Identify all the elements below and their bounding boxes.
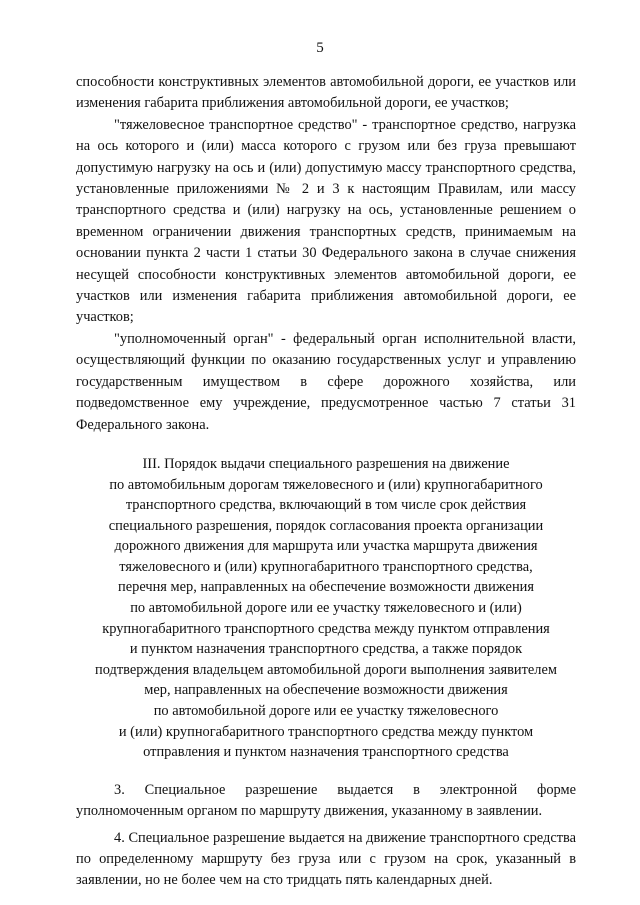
document-body xyxy=(76,72,576,892)
page-number: 5 xyxy=(316,40,324,56)
paragraph-authorized-body-definition: "уполномоченный орган" - федеральный орган исполнительной власти, осуществляющий функции по оказанию государственных услуг и управлению государственным имуществом в сфере дорожного хозяйства, или подведомственное ему учреждение, предусмотренное частью 7 статьи 31 Федерального закона. xyxy=(76,330,576,433)
heading-line: отправления и пунктом назначения транспортного средства xyxy=(143,744,509,761)
section-heading xyxy=(82,454,570,763)
heading-line: III. Порядок выдачи специального разрешения на движение xyxy=(142,455,510,472)
heading-line: крупногабаритного транспортного средства между пунктом отправления xyxy=(102,620,550,637)
paragraph-item-4: 4. Специальное разрешение выдается на движение транспортного средства по определенному маршруту без груза или с грузом на срок, указанный в заявлении, но не более чем на сто тридцать пять календарных дней. xyxy=(76,829,576,889)
paragraph-item-3: 3. Специальное разрешение выдается в электронной форме уполномоченным органом по маршруту движения, указанному в заявлении. xyxy=(76,781,576,820)
heading-line: специального разрешения, порядок согласования проекта организации xyxy=(108,517,544,534)
heading-line: тяжеловесного и (или) крупногабаритного транспортного средства, xyxy=(119,558,533,575)
heading-line: подтверждения владельцем автомобильной дороги выполнения заявителем xyxy=(95,661,557,678)
heading-line: и пунктом назначения транспортного средства, а также порядок xyxy=(129,641,523,658)
heading-line: транспортного средства, включающий в том числе срок действия xyxy=(125,497,527,514)
paragraph-heavy-vehicle-definition: "тяжеловесное транспортное средство" - транспортное средство, нагрузка на ось которого и (или) масса которого с грузом или без груза превышают допустимую нагрузку на ось и (или) допустимую массу транспортного средства, установленные приложениями № 2 и 3 к настоящим Правилам, или массу транспортного средства и (или) нагрузку на ось, установленные решением о временном ограничении движения транспортных средств, принимаемым на основании пункта 2 части 1 статьи 30 Федерального закона в случае снижения несущей способности конструктивных элементов автомобильной дороги, ее участков или изменения габарита приближения автомобильной дороги, ее участков; xyxy=(76,116,576,326)
heading-line: дорожного движения для маршрута или участка маршрута движения xyxy=(114,538,538,555)
paragraph-continuation: способности конструктивных элементов автомобильной дороги, ее участков или изменения габарита приближения автомобильной дороги, ее участков; xyxy=(76,74,576,112)
heading-line: по автомобильной дороге или ее участку тяжеловесного и (или) xyxy=(130,600,522,617)
heading-line: мер, направленных на обеспечение возможности движения xyxy=(144,682,508,699)
heading-line: перечня мер, направленных на обеспечение возможности движения xyxy=(118,579,534,596)
heading-line: по автомобильным дорогам тяжеловесного и (или) крупногабаритного xyxy=(109,476,543,493)
heading-line: и (или) крупногабаритного транспортного средства между пунктом xyxy=(118,723,534,740)
heading-line: по автомобильной дороге или ее участку тяжеловесного xyxy=(153,703,499,720)
